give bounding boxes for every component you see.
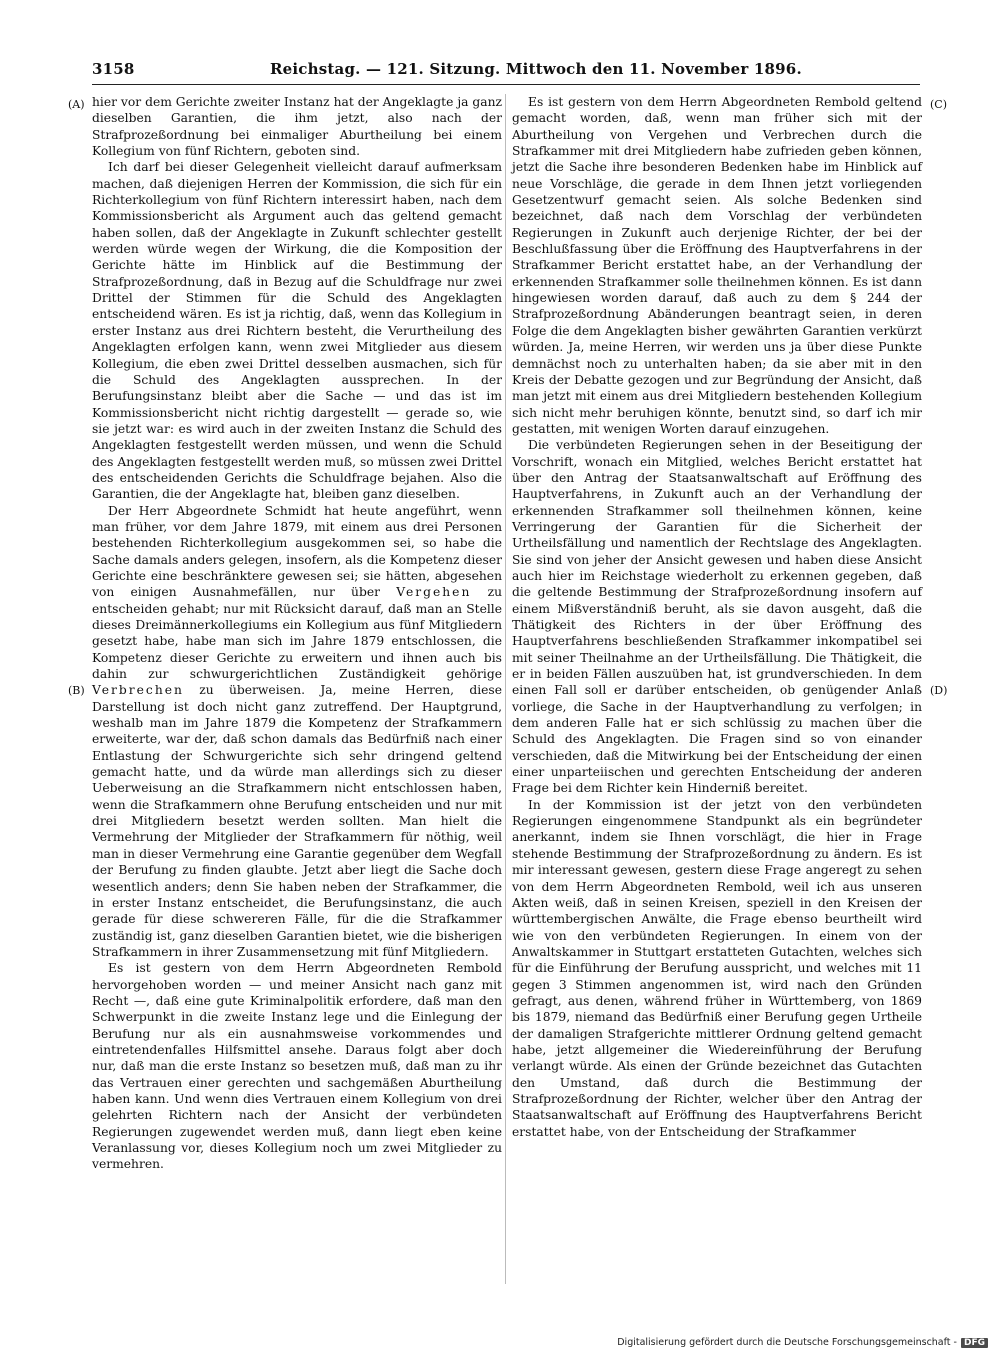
header-rule bbox=[92, 84, 920, 85]
text-run: Der Herr Abgeordnete Schmidt hat heute angeführt, wenn man früher, vor dem Jahre 1879, mit einem aus drei Personen bestehenden Richterkollegium ausgekommen sei, so habe die Sache damals anders gelegen, insofern, als die Kompetenz dieser Gerichte eine beschränktere gewesen sei; sie hätten, abgesehen von einigen Ausnahmefällen, nur über bbox=[92, 503, 502, 600]
emphasized-text: Verbrechen bbox=[92, 683, 184, 698]
paragraph: Es ist gestern von dem Herrn Abgeordneten Rembold geltend gemacht worden, daß, wenn man früher sich mit der Aburtheilung von Vergehen und Verbrechen durch die Strafkammer mit drei Mitgliedern habe zufrieden geben können, jetzt die Sache ihre besonderen Bedenken habe im Hinblick auf neue Vorschläge, die gerade in dem Ihnen jetzt vorliegenden Gesetzentwurf gemacht seien. Als solche Bedenken sind bezeichnet, daß nach dem Vorschlag der verbündeten Regierungen in Zukunft auch derjenige Richter, der bei der Beschlußfassung über die Eröffnung des Hauptverfahrens in der Strafkammer Bericht erstattet habe, an der Verhandlung der erkennenden Strafkammer solle theilnehmen können. Es ist dann hingewiesen worden darauf, daß auch zu dem § 244 der Strafprozeßordnung Abänderungen beantragt seien, in deren Folge die dem Angeklagten bisher gewährten Garantien verkürzt würden. Ja, meine Herren, wir werden uns ja über diese Punkte demnächst noch zu unterhalten haben; da sie aber mit in den Kreis der Debatte gezogen und zur Begründung der Ansicht, daß man jetzt mit einem aus drei Mitgliedern bestehenden Kollegium sich nicht mehr beruhigen könnte, benutzt sind, so darf ich mir gestatten, mit wenigen Worten darauf einzugehen. bbox=[512, 95, 922, 436]
left-column bbox=[92, 94, 502, 1173]
text-run: zu überweisen. Ja, meine Herren, diese Darstellung ist doch nicht ganz zutreffend. Der Hauptgrund, weshalb man im Jahre 1879 die Kompetenz der Strafkammern erweiterte, war der, daß schon damals das Bedürfniß nach einer Entlastung der Schwurgerichte sich sehr dringend geltend gemacht hatte, und da würde man allerdings sich zu dieser Ueberweisung an die Strafkammern nicht entschlossen haben, wenn die Strafkammern ohne Berufung entscheiden und nur mit drei Mitgliedern besetzt werden sollten. Man hielt die Vermehrung der Mitglieder der Strafkammern für nöthig, weil man in dieser Vermehrung eine Garantie gegenüber dem Wegfall der Berufung zu finden glaubte. Jetzt aber liegt die Sache doch wesentlich anders; denn Sie haben neben der Strafkammer, die in erster Instanz entscheidet, die Berufungsinstanz, die auch gerade für diese schwereren Fälle, für die die Strafkammer zuständig ist, ganz dieselben Garantien bietet, wie die bisherigen Strafkammern in ihrer Zusammensetzung mit fünf Mitgliedern. bbox=[92, 683, 502, 959]
text-run: zu entscheiden gehabt; nur mit Rücksicht darauf, daß man an Stelle dieses Dreimännerkollegiums ein Kollegium aus fünf Mitgliedern gesetzt habe, habe man sich im Jahre 1879 entschlossen, die Kompetenz dieser Gerichte zu erweitern und ihnen auch bis dahin zur schwurgerichtlichen Zuständigkeit gehörige bbox=[92, 585, 502, 682]
page-number: 3158 bbox=[92, 60, 135, 78]
emphasized-text: Vergehen bbox=[396, 585, 472, 600]
paragraph: Es ist gestern von dem Herrn Abgeordneten Rembold hervorgehoben worden — und meiner Ansicht nach ganz mit Recht —, daß eine gute Kriminalpolitik erfordere, daß man den Schwerpunkt in die zweite Instanz lege und die Einlegung der Berufung nur als ein ausnahmsweise vorkommendes und eintretendenfalles Hilfsmittel ansehe. Daraus folgt aber doch nur, daß man die erste Instanz so besetzen muß, daß man zu ihr das Vertrauen einer gerechten und sachgemäßen Aburtheilung haben kann. Und wenn dies Vertrauen einem Kollegium von drei gelehrten Richtern nach der Ansicht der verbündeten Regierungen zugewendet werden muß, dann liegt eben keine Veranlassung vor, dieses Kollegium noch um zwei Mitglieder zu vermehren. bbox=[92, 961, 502, 1172]
margin-marker-a: (A) bbox=[68, 98, 85, 111]
paragraph bbox=[92, 503, 502, 961]
column-separator bbox=[505, 94, 506, 1284]
page-header bbox=[92, 60, 920, 84]
paragraph: In der Kommission ist der jetzt von den verbündeten Regierungen eingenommene Standpunkt als ein begründeter anerkannt, indem sie Ihnen vorschlägt, die hier in Frage stehende Bestimmung der Strafprozeßordnung zu ändern. Es ist mir interessant gewesen, gestern diese Frage angeregt zu sehen von dem Herrn Abgeordneten Rembold, weil ich aus unseren Akten weiß, daß in seinen Kreisen, speziell in den Kreisen der württembergischen Anwälte, die Frage ebenso beurtheilt wird wie von den verbündeten Regierungen. In einem von der Anwaltskammer in Stuttgart erstatteten Gutachten, welches sich für die Einführung der Berufung ausspricht, und welches mit 11 gegen 3 Stimmen angenommen ist, wird nach den Gründen gefragt, aus denen, während früher in Württemberg, von 1869 bis 1879, niemand das Bedürfniß einer Berufung gegen Urtheile der damaligen Strafgerichte mittlerer Ordnung geltend gemacht habe, jetzt allgemeiner die Wiedereinführung der Berufung verlangt würde. Als einen der Gründe bezeichnet das Gutachten den Umstand, daß durch die Bestimmung der Strafprozeßordnung der Richter, welcher über den Antrag der Staatsanwaltschaft auf Eröffnung des Hauptverfahrens Bericht erstattet habe, von der Entscheidung der Strafkammer bbox=[512, 797, 922, 1139]
digitization-footer bbox=[617, 1337, 988, 1348]
right-column bbox=[512, 94, 922, 1140]
margin-marker-c: (C) bbox=[930, 98, 947, 111]
paragraph: Die verbündeten Regierungen sehen in der Beseitigung der Vorschrift, wonach ein Mitglied, welches Bericht erstattet hat über den Antrag der Staatsanwaltschaft auf Eröffnung des Hauptverfahrens, in Zukunft auch an der Verhandlung der erkennenden Strafkammer soll theilnehmen können, keine Verringerung der Garantien für die Sicherheit der Urtheilsfällung und namentlich der Rechtslage des Angeklagten. Sie sind von jeher der Ansicht gewesen und haben diese Ansicht auch hier im Reichstage wiederholt zu erkennen gegeben, daß die geltende Bestimmung der Strafprozeßordnung insofern auf einem Mißverständniß beruht, als sie davon ausgeht, daß die Thätigkeit des Richters in der über Eröffnung des Hauptverfahrens beschließenden Strafkammer inkompatibel sei mit seiner Theilnahme an der Urtheilsfällung. Die Thätigkeit, die er in beiden Fällen auszuüben hat, ist grundverschieden. In dem einen Fall soll er darüber entscheiden, ob genügender Anlaß vorliege, die Sache in der Hauptverhandlung zu verfolgen; in dem anderen Falle hat er sich schlüssig zu machen über die Schuld des Angeklagten. Die Fragen sind so von einander verschieden, daß die Mitwirkung bei der Entscheidung der einen einer unparteiischen und gerechten Entscheidung der anderen Frage bei dem Richter kein Hinderniß bereitet. bbox=[512, 438, 922, 796]
page-running-title: Reichstag. — 121. Sitzung. Mittwoch den 11. November 1896. bbox=[270, 60, 802, 78]
footer-text: Digitalisierung gefördert durch die Deutsche Forschungsgemeinschaft - bbox=[617, 1337, 957, 1348]
dfg-logo: DFG bbox=[961, 1338, 988, 1348]
margin-marker-b: (B) bbox=[68, 684, 85, 697]
margin-marker-d: (D) bbox=[930, 684, 948, 697]
paragraph: hier vor dem Gerichte zweiter Instanz hat der Angeklagte ja ganz dieselben Garantien, die ihm jetzt, also nach der Strafprozeßordnung bei einmaliger Aburtheilung bei einem Kollegium von fünf Richtern, geboten sind. bbox=[92, 95, 502, 159]
paragraph: Ich darf bei dieser Gelegenheit vielleicht darauf aufmerksam machen, daß diejenigen Herren der Kommission, die sich für ein Richterkollegium von fünf Richtern interessirt haben, nach dem Kommissionsbericht als Argument auch das geltend gemacht haben sollen, daß der Angeklagte in Zukunft schlechter gestellt werden würde wegen der Wirkung, die die Komposition der Gerichte hätte im Hinblick auf die Bestimmung der Strafprozeßordnung, daß in Bezug auf die Schuldfrage nur zwei Drittel der Stimmen für die Schuld des Angeklagten entscheidend wären. Es ist ja richtig, daß, wenn das Kollegium in erster Instanz aus drei Richtern besteht, die Verurtheilung des Angeklagten erfolgen kann, wenn zwei Mitglieder aus diesem Kollegium, die eben zwei Drittel desselben ausmachen, sich für die Schuld des Angeklagten aussprechen. In der Berufungsinstanz bleibt aber die Sache — und das ist im Kommissionsbericht nicht richtig dargestellt — gerade so, wie sie jetzt war: es wird auch in der zweiten Instanz die Schuld des Angeklagten festgestellt werden müssen, und wenn die Schuld des Angeklagten festgestellt werden muß, so müssen zwei Drittel des entscheidenden Gerichts die Schuldfrage bejahen. Also die Garantien, die der Angeklagte hat, bleiben ganz dieselben. bbox=[92, 160, 502, 502]
